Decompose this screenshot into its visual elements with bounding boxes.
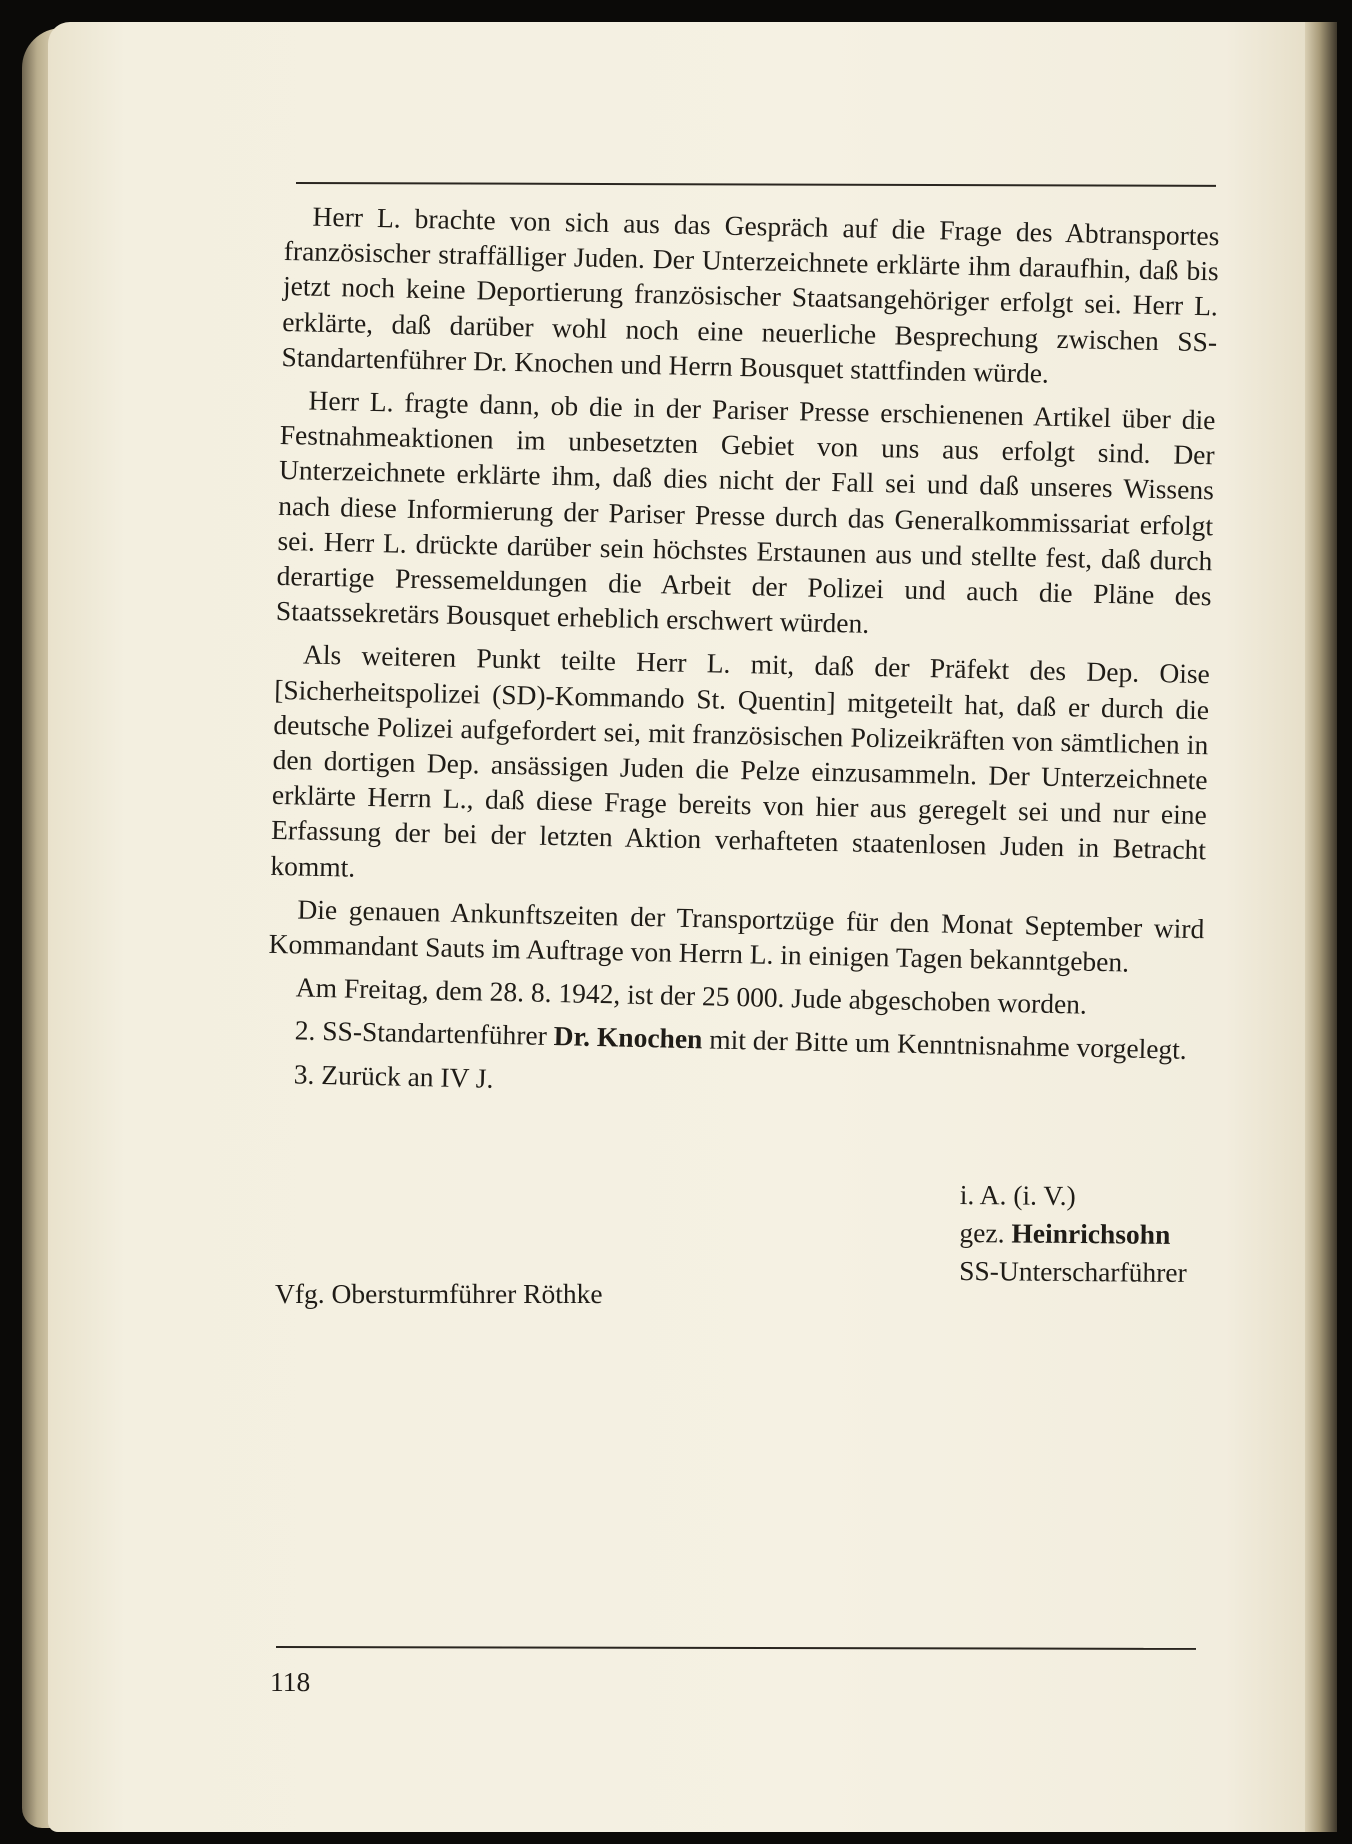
list-item-2-name: Dr. Knochen (553, 1020, 703, 1055)
page-number: 118 (270, 1666, 311, 1697)
signature-name: Heinrichsohn (1011, 1217, 1171, 1250)
list-item-2-text-b: mit der Bitte um Kenntnisnahme vorgelegt. (702, 1023, 1188, 1066)
vfg-line: Vfg. Obersturmführer Röthke (275, 1278, 603, 1309)
paragraph-3: Als weiteren Punkt teilte Herr L. mit, daß der Präfekt des Dep. Oise [Sicherheitspolizei (SD)-Kommando St. Quentin] mitgeteilt hat, daß er durch die deutsche Polizei aufgefordert sei, mit französischen Polizeikräften von sämtlichen in den dortigen Dep. ansässigen Juden die Pelze einzusammeln. Der Unterzeichnete erklärte Herrn L., daß diese Frage bereits von hier aus geregelt sei und nur eine Erfassung der bei der letzten Aktion verhafteten staatenlosen Juden in Betracht kommt. (270, 638, 1211, 883)
paragraph-5: Am Freitag, dem 28. 8. 1942, ist der 25 000. Jude abgeschoben worden. (295, 971, 1088, 1020)
paragraph-2: Herr L. fragte dann, ob die in der Pariser Presse erschienenen Artikel über die Festnahmeaktionen im unbesetzten Gebiet von uns aus erfolgt sind. Der Unterzeichnete erklärte ihm, daß dies nicht der Fall sei und daß unseres Wissens nach diese Informierung der Pariser Presse durch das Generalkommissariat erfolgt sei. Herr L. drückte darüber sein höchstes Erstaunen aus und stellte fest, daß durch derartige Pressemeldungen die Arbeit der Polizei und auch die Pläne des Staatssekretärs Bousquet erheblich erschwert würden. (275, 384, 1216, 640)
signature-block (959, 1176, 1188, 1292)
page-curl-shadow (1305, 22, 1337, 1832)
signature-line-3: SS-Unterscharführer (959, 1254, 1187, 1288)
list-item-3: 3. Zurück an IV J. (293, 1058, 494, 1094)
paragraph-1: Herr L. brachte von sich aus das Gespräch auf die Frage des Abtransportes französischer straffälliger Juden. Der Unterzeichnete erklärte ihm daraufhin, daß bis jetzt noch keine Deportierung französischer Staatsangehöriger erfolgt sei. Herr L. erklärte, daß darüber wohl noch eine neuerliche Besprechung zwischen SS-Standartenführer Dr. Knochen und Herrn Bousquet stattfinden würde. (281, 200, 1220, 389)
list-item-2-text-a: 2. SS-Standartenführer (294, 1014, 555, 1052)
signature-line-2 (959, 1214, 1187, 1254)
paragraph-4: Die genauen Ankunftszeiten der Transportzüge für den Monat September wird Kommandant Sauts im Auftrage von Herrn L. in einigen Tagen bekanntgeben. (268, 893, 1205, 978)
signature-line-1: i. A. (i. V.) (959, 1178, 1076, 1212)
body-text (266, 198, 1220, 1111)
signature-prefix: gez. (959, 1216, 1012, 1249)
